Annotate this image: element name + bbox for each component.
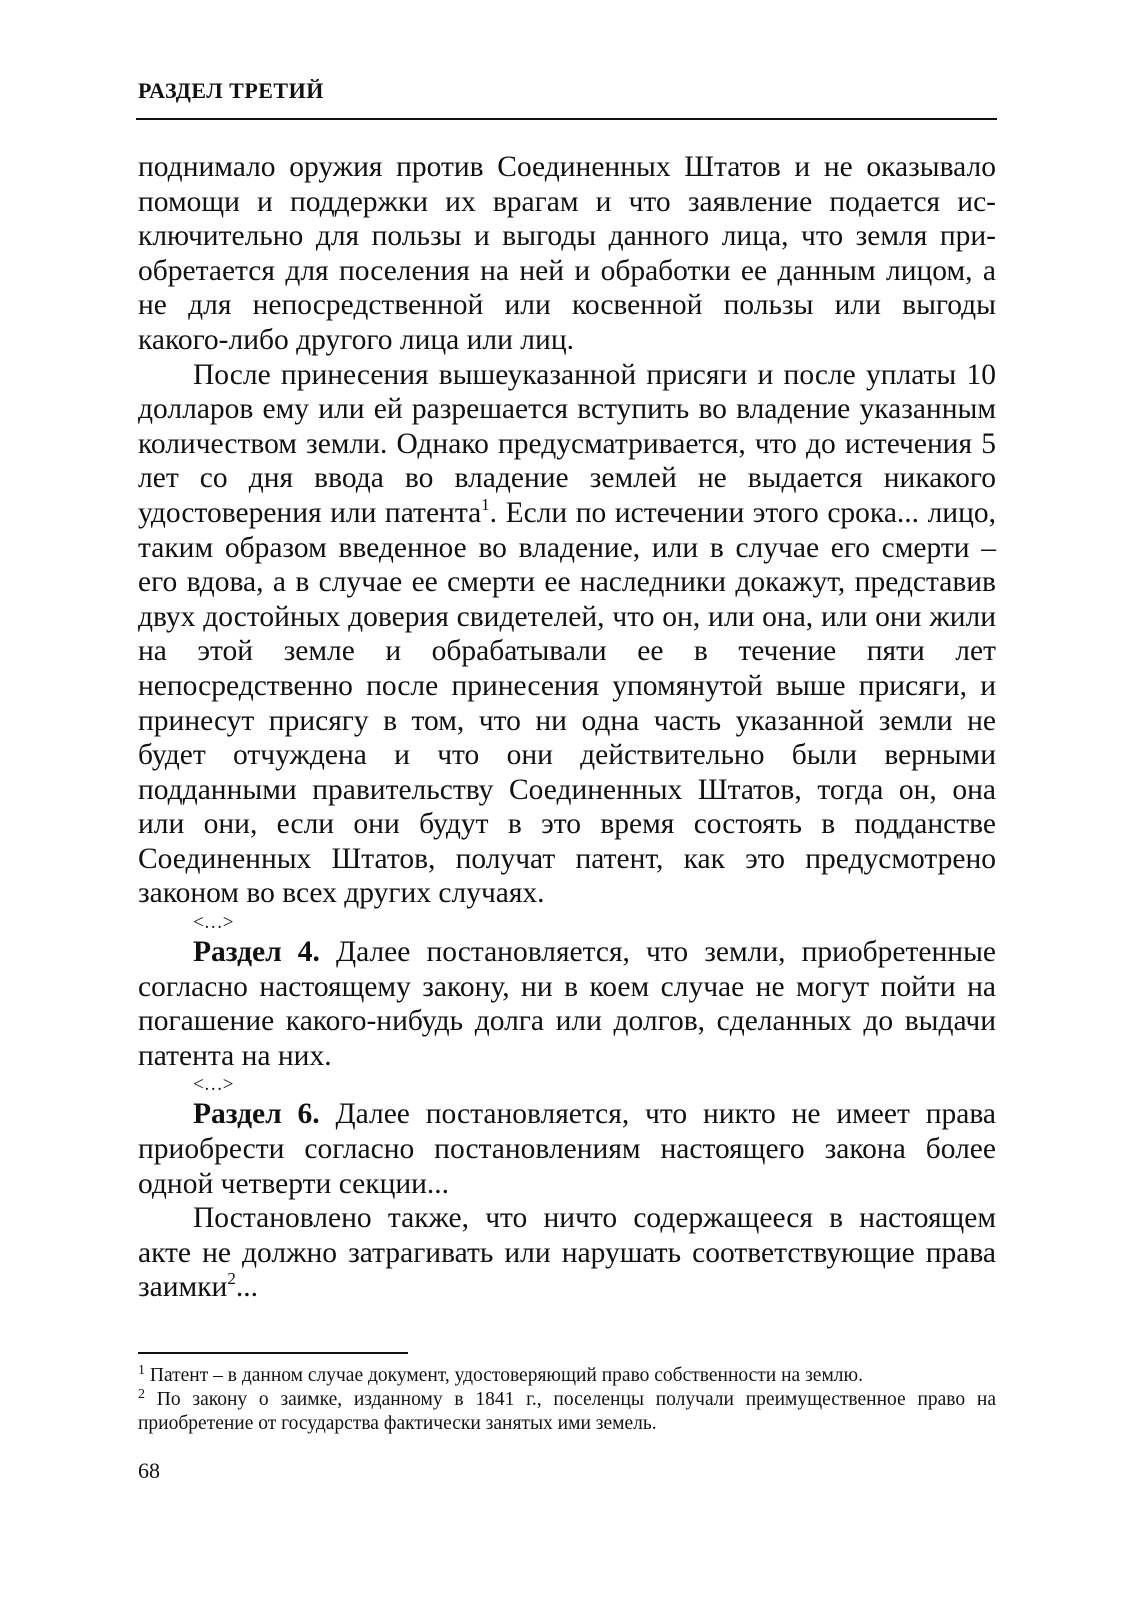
header-rule [136,118,997,120]
footnote-ref-1: 1 [481,494,490,514]
footnote-1 [138,1364,996,1388]
paragraph-final-text-a: Постановлено также, что ничто содержащееся в настоящем акте не должно затрагивать или нарушать соответствующие права заимки [138,1202,996,1304]
section-6-heading: Раздел 6. [193,1098,320,1131]
omission-mark-2: <…> [193,1074,234,1096]
paragraph-final-text-b: ... [235,1271,258,1304]
paragraph-final [138,1201,996,1305]
footnote-separator [138,1352,408,1354]
paragraph-2-text-b: . Если по истечении этого срока... лицо, таким образом введенное во владение, или в случае его смерти – его вдова, а в случае ее смерти ее наследники докажут, представив двух достойных доверия свидетелей, что он, или она, или они жили на этой земле и обрабатывали ее в течение пяти лет непосредственно после принесения упомянутой выше присяги, и принесут присягу в том, что ни одна часть указанной земли не будет отчуждена и что они действительно были верными подданными правительству Соединенных Штатов, тогда он, она или они, если они будут в это время состоять в подданстве Соединенных Штатов, получат патент, как это предусмотрено законом во всех других случаях. [138,496,996,910]
running-head: РАЗДЕЛ ТРЕТИЙ [138,78,324,103]
paragraph-section-4 [138,935,996,1073]
paragraph-section-6 [138,1097,996,1201]
footnotes [138,1364,996,1436]
footnote-1-text: Патент – в данном случае документ, удостоверяющий право собственности на землю. [145,1365,863,1386]
section-4-text: Далее постановляется, что земли, приобретенные согласно настоящему закону, ни в коем случае не могут пойти на погашение какого-нибудь долга или долгов, сделанных до выдачи патента на них. [138,936,996,1072]
main-text [138,150,996,1305]
paragraph-2-text-a: После принесения вышеуказанной присяги и после уплаты 10 долларов ему или ей разрешается вступить во владение указанным количеством земли. Однако предусматривается, что до истечения 5 лет со дня ввода во владение землей не выдается никакого удостоверения или патента [138,358,996,529]
section-4-heading: Раздел 4. [193,936,320,969]
footnote-1-mark: 1 [138,1363,145,1378]
footnote-2 [138,1388,996,1436]
footnote-ref-2: 2 [227,1269,236,1289]
paragraph-1-text: поднимало оружия против Соединенных Штатов и не оказывало помощи и поддержки их врагам и что заявление подается исключительно для пользы и выгоды данного лица, что земля приобретается для поселения на ней и обработки ее данным лицом, а не для непосредственной или косвенной пользы или выгоды какого-либо другого лица или лиц. [138,151,996,356]
section-6-text: Далее постановляется, что никто не имеет права приобрести согласно постановлениям настоящего закона более одной четверти секции... [138,1098,996,1200]
page-number: 68 [138,1458,160,1483]
footnote-2-text: По закону о заимке, изданному в 1841 г., поселенцы получали преимущественное право на приобретение от государства фактически занятых ими земель. [138,1389,996,1434]
paragraph-1 [138,150,996,358]
footnote-2-mark: 2 [138,1387,145,1402]
paragraph-2 [138,358,996,912]
omission-mark-1: <…> [193,912,234,934]
